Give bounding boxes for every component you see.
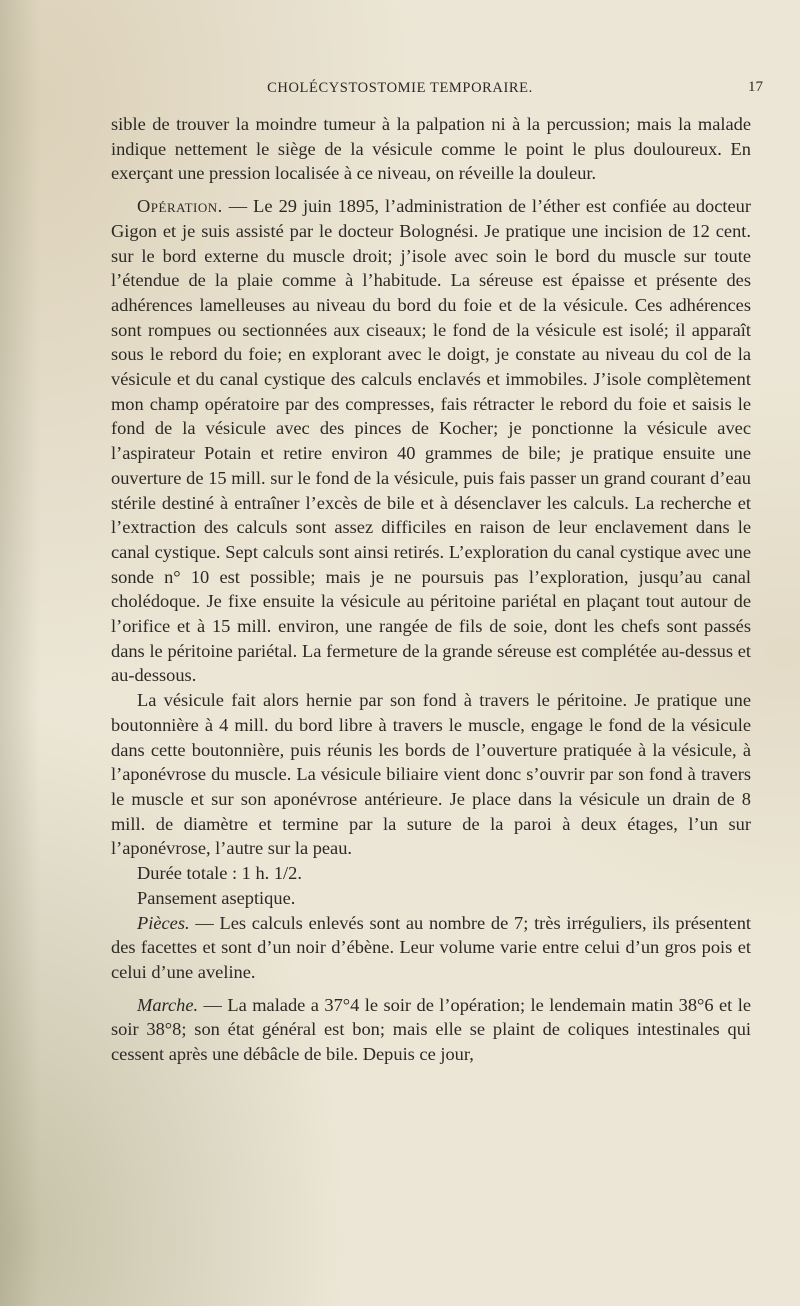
paragraph-pieces (111, 911, 751, 985)
marche-heading: Marche. (137, 994, 199, 1015)
paragraph-operation (111, 194, 751, 688)
pieces-text: — Les calculs enlevés sont au nombre de 7; très irréguliers, ils présentent des facettes et sont d’un noir d’ébène. Leur volume varie entre celui d’un gros pois et celui d’une aveline. (111, 912, 751, 982)
body-text (111, 112, 751, 1067)
paragraph-marche (111, 993, 751, 1067)
operation-text: — Le 29 juin 1895, l’administration de l’éther est confiée au docteur Gigon et je suis assisté par le docteur Bolognési. Je pratique une incision de 12 cent. sur le bord externe du muscle droit; j’isole avec soin le bord du muscle sur toute l’étendue de la plaie comme à l’habitude. La séreuse est épaisse et présente des adhérences lamelleuses au niveau du bord du foie et de la vésicule. Ces adhérences sont rompues ou sectionnées aux ciseaux; le fond de la vésicule est isolé; il apparaît sous le rebord du foie; en explorant avec le doigt, je constate au niveau du col de la vésicule et du canal cystique des calculs enclavés et immobiles. J’isole complètement mon champ opératoire par des compresses, fais rétracter le rebord du foie et saisis le fond de la vésicule avec des pinces de Kocher; je ponctionne la vésicule avec l’aspirateur Potain et retire environ 40 grammes de bile; je pratique ensuite une ouverture de 15 mill. sur le fond de la vésicule, puis fais passer un grand courant d’eau stérile destiné à entraîner l’excès de bile et à désenclaver les calculs. La recherche et l’extraction des calculs sont assez difficiles en raison de leur enclavement dans le canal cystique. Sept calculs sont ainsi retirés. L’exploration du canal cystique avec une sonde n° 10 est possible; mais je ne poursuis pas l’exploration, jusqu’au canal cholédoque. Je fixe ensuite la vésicule au péritoine pariétal en plaçant tout autour de l’orifice et à 15 mill. environ, une rangée de fils de soie, dont les chefs sont passés dans le péritoine pariétal. La fermeture de la grande séreuse est complétée au-dessus et au-dessous. (111, 196, 751, 686)
marche-text: — La malade a 37°4 le soir de l’opération; le lendemain matin 38°6 et le soir 38°8; son état général est bon; mais elle se plaint de coliques intestinales qui cessent après une débâcle de bile. Depuis ce jour, (111, 994, 751, 1065)
paragraph-hernie: La vésicule fait alors hernie par son fond à travers le péritoine. Je pratique une boutonnière à 4 mill. du bord libre à travers le muscle, engage le fond de la vésicule dans cette boutonnière, puis réunis les bords de l’ouverture pratiquée à la vésicule, à l’aponévrose du muscle. La vésicule biliaire vient donc s’ouvrir par son fond à travers le muscle et sur son aponévrose antérieure. Je place dans la vésicule un drain de 8 mill. de diamètre et termine par la suture de la paroi à deux étages, l’un sur l’aponévrose, l’autre sur la peau. (111, 690, 751, 859)
pieces-heading: Pièces. (137, 912, 190, 933)
paragraph-continuation: sible de trouver la moindre tumeur à la palpation ni à la percussion; mais la malade indique nettement le siège de la vésicule comme le point le plus douloureux. En exerçant une pression localisée à ce niveau, on réveille la douleur. (111, 114, 751, 184)
paragraph-pansement: Pansement aseptique. (137, 887, 296, 908)
running-title: CHOLÉCYSTOSTOMIE TEMPORAIRE. (267, 80, 533, 96)
page-number: 17 (748, 79, 763, 95)
paragraph-duree: Durée totale : 1 h. 1/2. (137, 863, 302, 884)
operation-heading: Opération. (137, 196, 223, 217)
page-edge-shadow (0, 0, 40, 1306)
